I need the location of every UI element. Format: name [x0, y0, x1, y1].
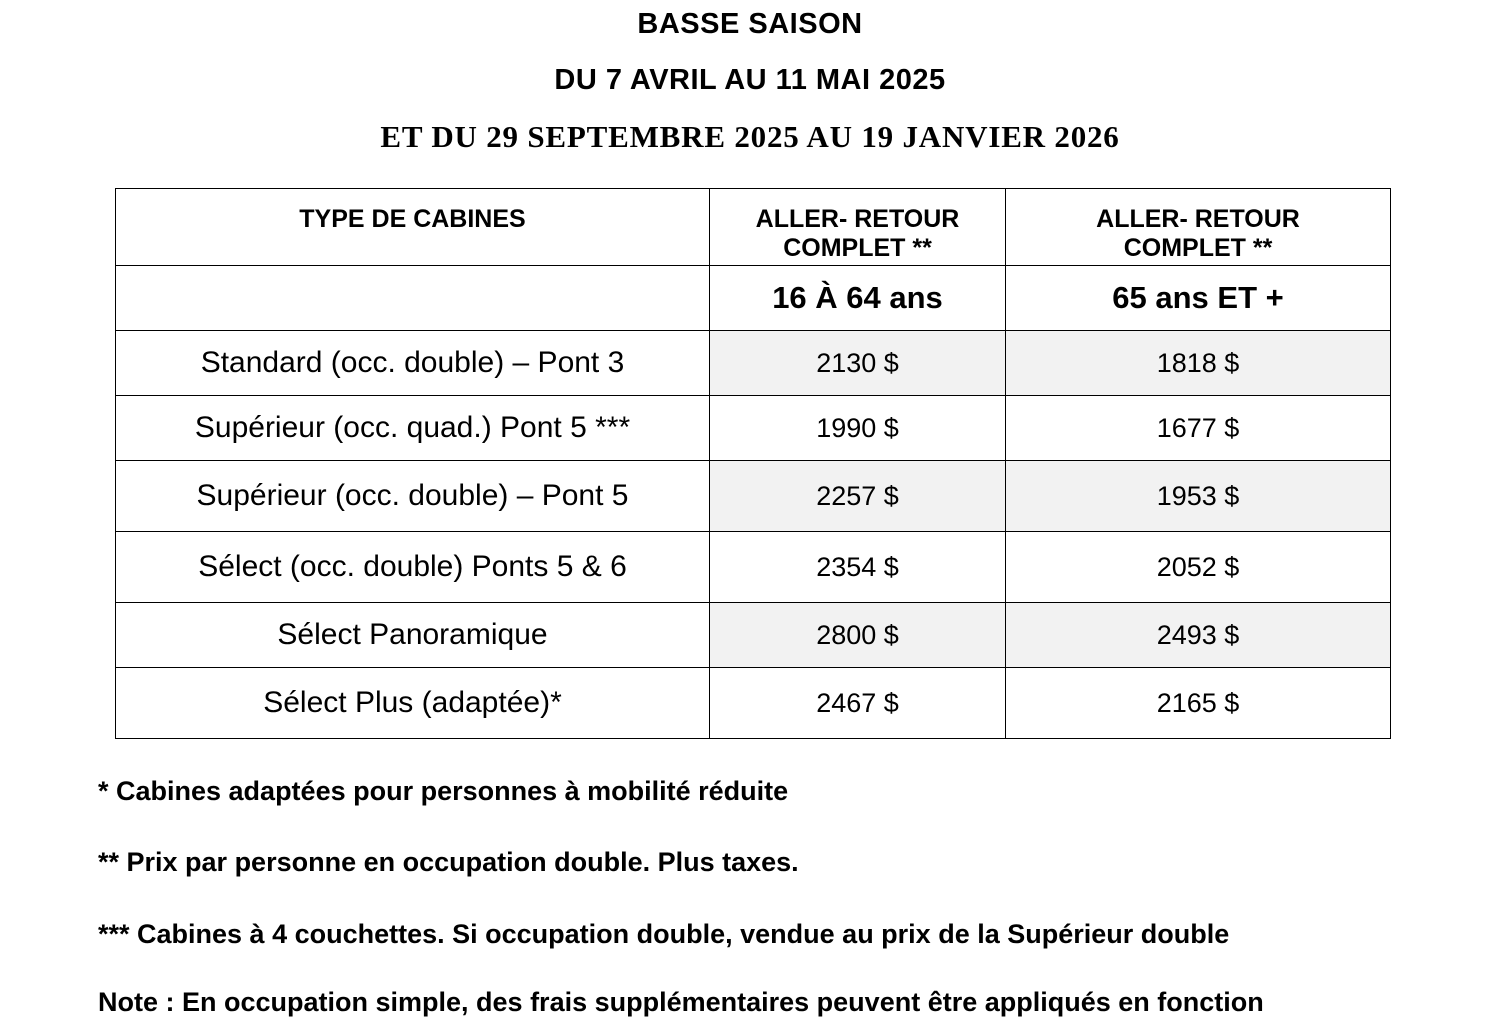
- table-row: [116, 532, 1391, 603]
- footnote-single-occupancy: Note : En occupation simple, des frais supplémentaires peuvent être appliqués en fonction: [98, 987, 1264, 1017]
- cabin-type-cell: Sélect Panoramique: [116, 603, 710, 668]
- footnote-price-per-person: ** Prix par personne en occupation double. Plus taxes.: [98, 847, 799, 877]
- cabin-type-cell: Sélect (occ. double) Ponts 5 & 6: [116, 532, 710, 603]
- header-cabin-type: [116, 189, 710, 266]
- table-row: [116, 668, 1391, 739]
- header-round-trip-b-line2: COMPLET **: [1123, 234, 1273, 262]
- header-round-trip-b-line1: ALLER- RETOUR: [1096, 205, 1300, 233]
- price-16-64-cell: 2130 $: [710, 331, 1006, 396]
- price-65-plus-cell: 1677 $: [1006, 396, 1391, 461]
- age-group-row: [116, 266, 1391, 331]
- price-16-64-cell: 2257 $: [710, 461, 1006, 532]
- header-round-trip-a: [710, 189, 1006, 266]
- cabin-type-cell: Supérieur (occ. quad.) Pont 5 ***: [116, 396, 710, 461]
- header-cabin-type-label: TYPE DE CABINES: [299, 205, 526, 233]
- price-65-plus-cell: 1818 $: [1006, 331, 1391, 396]
- price-65-plus-cell: 2165 $: [1006, 668, 1391, 739]
- table-row: [116, 396, 1391, 461]
- table-row: [116, 603, 1391, 668]
- price-65-plus-cell: 2493 $: [1006, 603, 1391, 668]
- table-header-row: [116, 189, 1391, 266]
- cabin-type-cell: Supérieur (occ. double) – Pont 5: [116, 461, 710, 532]
- table-row: [116, 331, 1391, 396]
- header-round-trip-a-line1: ALLER- RETOUR: [755, 205, 960, 233]
- season-title: BASSE SAISON: [637, 8, 863, 40]
- rates-table: [115, 188, 1391, 739]
- header-round-trip-b: [1006, 189, 1391, 266]
- period-1-title: DU 7 AVRIL AU 11 MAI 2025: [554, 64, 946, 96]
- header-round-trip-a-line2: COMPLET **: [783, 234, 932, 262]
- price-16-64-cell: 2800 $: [710, 603, 1006, 668]
- cabin-type-cell: Sélect Plus (adaptée)*: [116, 668, 710, 739]
- age-group-16-64: 16 À 64 ans: [710, 266, 1006, 331]
- price-16-64-cell: 2467 $: [710, 668, 1006, 739]
- price-16-64-cell: 1990 $: [710, 396, 1006, 461]
- price-65-plus-cell: 2052 $: [1006, 532, 1391, 603]
- cabin-type-cell: Standard (occ. double) – Pont 3: [116, 331, 710, 396]
- period-2-title: ET DU 29 SEPTEMBRE 2025 AU 19 JANVIER 2026: [380, 119, 1120, 154]
- price-16-64-cell: 2354 $: [710, 532, 1006, 603]
- age-group-65-plus: 65 ans ET +: [1006, 266, 1391, 331]
- table-row: [116, 461, 1391, 532]
- price-65-plus-cell: 1953 $: [1006, 461, 1391, 532]
- age-group-empty-cell: [116, 266, 710, 331]
- footnote-adapted-cabins: * Cabines adaptées pour personnes à mobilité réduite: [98, 776, 789, 806]
- footnote-four-berth: *** Cabines à 4 couchettes. Si occupation double, vendue au prix de la Supérieur double: [98, 919, 1230, 949]
